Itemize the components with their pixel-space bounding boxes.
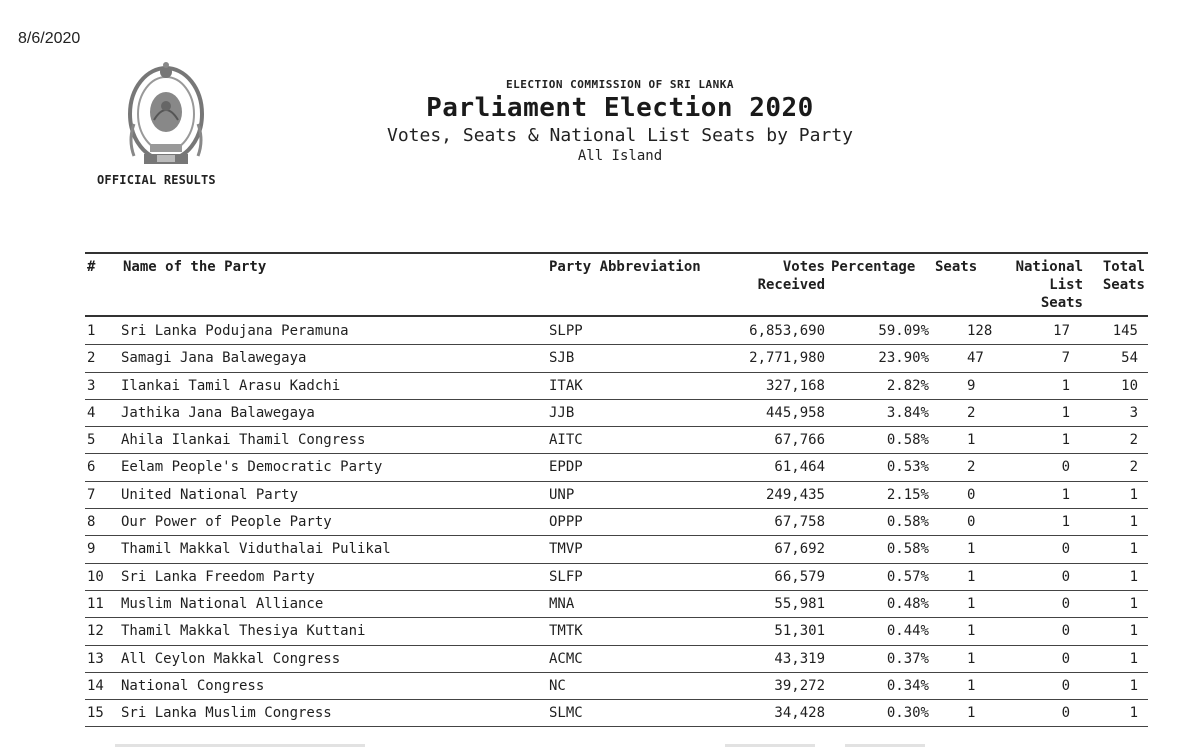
- party-name: Thamil Makkal Viduthalai Pulikal: [121, 541, 391, 558]
- national-list-seats: 1: [1061, 432, 1070, 449]
- header-percentage: Percentage: [831, 259, 916, 275]
- table-row: [85, 427, 1148, 454]
- party-abbreviation: OPPP: [549, 514, 583, 531]
- row-number: 13: [87, 650, 104, 667]
- party-name: Thamil Makkal Thesiya Kuttani: [121, 623, 366, 640]
- document-header: [300, 78, 940, 164]
- header-votes-received: [758, 258, 825, 294]
- national-list-seats: 7: [1061, 350, 1070, 367]
- seats: 1: [967, 677, 976, 694]
- party-name: Our Power of People Party: [121, 514, 332, 531]
- cut-off-row-remnant: [85, 742, 1148, 750]
- national-list-seats: 17: [1053, 323, 1070, 339]
- total-seats: 1: [1129, 486, 1138, 503]
- header-nl-line3: Seats: [1040, 295, 1083, 311]
- header-nl-line1: National: [1015, 259, 1083, 275]
- seats: 1: [967, 595, 976, 612]
- total-seats: 3: [1129, 404, 1138, 421]
- party-name: Samagi Jana Balawegaya: [121, 350, 307, 367]
- seats: 128: [967, 323, 993, 339]
- row-number: 7: [87, 486, 96, 503]
- table-row: [85, 373, 1148, 400]
- seats: 1: [967, 432, 976, 449]
- table-row: [85, 591, 1148, 618]
- national-list-seats: 1: [1061, 514, 1070, 531]
- header-national-list-seats: [1016, 258, 1083, 312]
- row-number: 1: [87, 323, 96, 339]
- seats: 1: [967, 623, 976, 640]
- seats: 1: [967, 541, 976, 558]
- seats: 2: [967, 404, 976, 421]
- row-number: 2: [87, 350, 96, 367]
- table-row: [85, 536, 1148, 563]
- national-list-seats: 0: [1061, 677, 1070, 694]
- votes-received: 6,853,690: [749, 323, 825, 339]
- total-seats: 1: [1129, 595, 1138, 612]
- page-title: Parliament Election 2020: [426, 93, 814, 123]
- votes-received: 34,428: [774, 705, 825, 722]
- table-row: [85, 509, 1148, 536]
- table-header-rule: [85, 315, 1148, 317]
- header-nl-line2: List: [1049, 277, 1083, 293]
- seats: 47: [967, 350, 984, 367]
- row-number: 3: [87, 377, 96, 394]
- row-number: 12: [87, 623, 104, 640]
- vote-percentage: 0.48%: [886, 595, 929, 612]
- national-list-seats: 0: [1061, 705, 1070, 722]
- total-seats: 10: [1121, 377, 1138, 394]
- national-list-seats: 1: [1061, 404, 1070, 421]
- votes-received: 61,464: [774, 459, 825, 476]
- party-abbreviation: UNP: [549, 486, 575, 503]
- total-seats: 1: [1129, 541, 1138, 558]
- total-seats: 1: [1129, 677, 1138, 694]
- header-total-seats: [1103, 258, 1145, 294]
- table-row: [85, 400, 1148, 427]
- national-list-seats: 0: [1061, 541, 1070, 558]
- table-top-rule: [85, 252, 1148, 254]
- national-list-seats: 0: [1061, 623, 1070, 640]
- votes-received: 67,692: [774, 541, 825, 558]
- party-name: Sri Lanka Podujana Peramuna: [121, 323, 349, 339]
- party-name: United National Party: [121, 486, 299, 503]
- party-abbreviation: SJB: [549, 350, 575, 367]
- vote-percentage: 0.58%: [886, 541, 929, 558]
- party-name: Sri Lanka Muslim Congress: [121, 705, 332, 722]
- national-list-seats: 0: [1061, 595, 1070, 612]
- row-number: 10: [87, 568, 104, 585]
- row-number: 9: [87, 541, 96, 558]
- votes-received: 2,771,980: [749, 350, 825, 367]
- votes-received: 51,301: [774, 623, 825, 640]
- party-abbreviation: EPDP: [549, 459, 583, 476]
- votes-received: 55,981: [774, 595, 825, 612]
- vote-percentage: 23.90%: [878, 350, 929, 367]
- page-subtitle: Votes, Seats & National List Seats by Party: [387, 125, 853, 146]
- party-abbreviation: ITAK: [549, 377, 583, 394]
- total-seats: 1: [1129, 514, 1138, 531]
- header-seats: Seats: [935, 259, 978, 275]
- party-name: National Congress: [121, 677, 265, 694]
- table-row: [85, 318, 1148, 345]
- table-row: [85, 454, 1148, 481]
- party-name: Jathika Jana Balawegaya: [121, 404, 315, 421]
- header-number: #: [87, 259, 96, 275]
- vote-percentage: 0.37%: [886, 650, 929, 667]
- vote-percentage: 0.30%: [886, 705, 929, 722]
- seats: 0: [967, 486, 976, 503]
- vote-percentage: 0.53%: [886, 459, 929, 476]
- votes-received: 67,758: [774, 514, 825, 531]
- header-votes-line2: Received: [757, 277, 825, 293]
- votes-received: 445,958: [765, 404, 825, 421]
- seats: 9: [967, 377, 976, 394]
- vote-percentage: 0.58%: [886, 432, 929, 449]
- seats: 2: [967, 459, 976, 476]
- votes-received: 249,435: [765, 486, 825, 503]
- table-row: [85, 646, 1148, 673]
- table-row: [85, 564, 1148, 591]
- party-abbreviation: SLMC: [549, 705, 583, 722]
- party-abbreviation: JJB: [549, 404, 575, 421]
- total-seats: 2: [1129, 459, 1138, 476]
- national-list-seats: 0: [1061, 568, 1070, 585]
- vote-percentage: 0.44%: [886, 623, 929, 640]
- header-total-line1: Total: [1102, 259, 1145, 275]
- party-name: Ilankai Tamil Arasu Kadchi: [121, 377, 341, 394]
- row-number: 6: [87, 459, 96, 476]
- header-votes-line1: Votes: [782, 259, 825, 275]
- party-name: All Ceylon Makkal Congress: [121, 650, 341, 667]
- party-abbreviation: NC: [549, 677, 566, 694]
- seats: 1: [967, 568, 976, 585]
- table-body: [85, 318, 1148, 727]
- header-total-line2: Seats: [1102, 277, 1145, 293]
- row-number: 4: [87, 404, 96, 421]
- organization-name: ELECTION COMMISSION OF SRI LANKA: [506, 78, 734, 91]
- votes-received: 327,168: [765, 377, 825, 394]
- table-row: [85, 618, 1148, 645]
- seats: 0: [967, 514, 976, 531]
- votes-received: 67,766: [774, 432, 825, 449]
- header-party-name: Name of the Party: [123, 259, 267, 275]
- table-row: [85, 700, 1148, 727]
- row-number: 15: [87, 705, 104, 722]
- vote-percentage: 0.34%: [886, 677, 929, 694]
- votes-received: 43,319: [774, 650, 825, 667]
- scope-label: All Island: [577, 148, 663, 164]
- party-abbreviation: SLPP: [549, 323, 583, 339]
- national-list-seats: 1: [1061, 486, 1070, 503]
- total-seats: 1: [1129, 568, 1138, 585]
- national-list-seats: 0: [1061, 650, 1070, 667]
- table-row: [85, 482, 1148, 509]
- row-number: 5: [87, 432, 96, 449]
- total-seats: 2: [1129, 432, 1138, 449]
- row-number: 8: [87, 514, 96, 531]
- party-abbreviation: AITC: [549, 432, 583, 449]
- vote-percentage: 0.58%: [886, 514, 929, 531]
- party-abbreviation: ACMC: [549, 650, 583, 667]
- row-number: 14: [87, 677, 104, 694]
- party-name: Sri Lanka Freedom Party: [121, 568, 315, 585]
- total-seats: 54: [1121, 350, 1138, 367]
- party-abbreviation: SLFP: [549, 568, 583, 585]
- official-results-label: OFFICIAL RESULTS: [97, 173, 216, 187]
- party-abbreviation: TMVP: [549, 541, 583, 558]
- party-abbreviation: TMTK: [549, 623, 583, 640]
- vote-percentage: 3.84%: [886, 404, 929, 421]
- row-number: 11: [87, 595, 104, 612]
- total-seats: 1: [1129, 623, 1138, 640]
- table-row: [85, 673, 1148, 700]
- total-seats: 1: [1129, 650, 1138, 667]
- party-name: Eelam People's Democratic Party: [121, 459, 383, 476]
- header-party-abbreviation: Party Abbreviation: [549, 259, 701, 275]
- votes-received: 39,272: [774, 677, 825, 694]
- print-date: 8/6/2020: [18, 30, 81, 47]
- table-row: [85, 345, 1148, 372]
- total-seats: 145: [1112, 323, 1138, 339]
- party-abbreviation: MNA: [549, 595, 575, 612]
- vote-percentage: 2.82%: [886, 377, 929, 394]
- national-list-seats: 1: [1061, 377, 1070, 394]
- vote-percentage: 0.57%: [886, 568, 929, 585]
- national-list-seats: 0: [1061, 459, 1070, 476]
- vote-percentage: 59.09%: [878, 323, 929, 339]
- seats: 1: [967, 705, 976, 722]
- party-name: Muslim National Alliance: [121, 595, 324, 612]
- total-seats: 1: [1129, 705, 1138, 722]
- vote-percentage: 2.15%: [886, 486, 929, 503]
- votes-received: 66,579: [774, 568, 825, 585]
- seats: 1: [967, 650, 976, 667]
- sri-lanka-emblem-icon: [124, 60, 208, 172]
- party-name: Ahila Ilankai Thamil Congress: [121, 432, 366, 449]
